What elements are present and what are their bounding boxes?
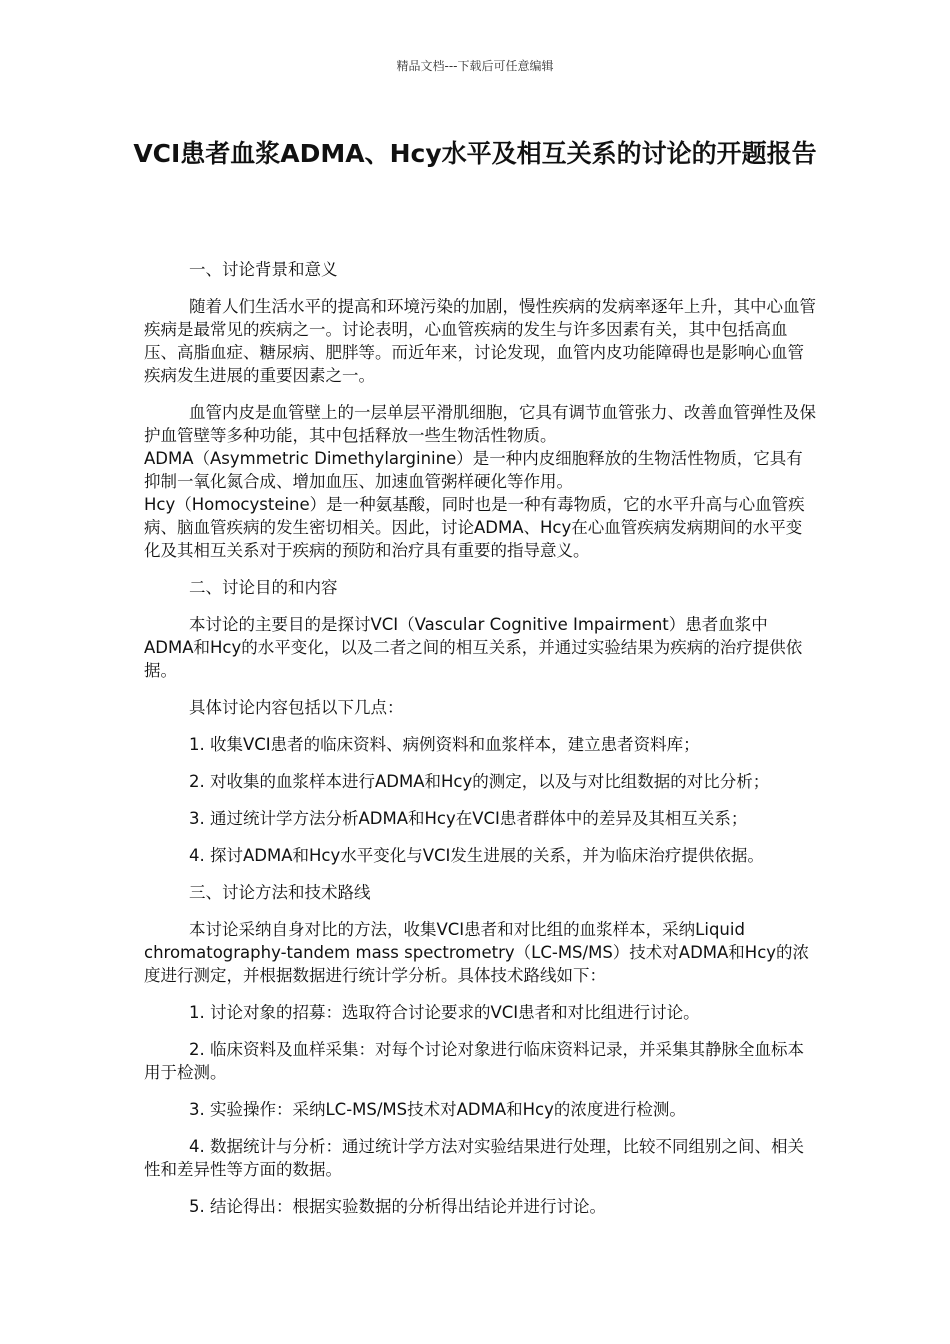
paragraph-purpose: 本讨论的主要目的是探讨VCI（Vascular Cognitive Impairment）患者血浆中ADMA和Hcy的水平变化，以及二者之间的相互关系，并通过实验结果为疾病的治疗提供依据。 [144, 615, 803, 680]
list-item: 1. 收集VCI患者的临床资料、病例资料和血浆样本，建立患者资料库； [189, 735, 700, 754]
list-item: 1. 讨论对象的招募：选取符合讨论要求的VCI患者和对比组进行讨论。 [189, 1003, 700, 1022]
list-item: 3. 通过统计学方法分析ADMA和Hcy在VCI患者群体中的差异及其相互关系； [189, 809, 748, 828]
paragraph-methods: 本讨论采纳自身对比的方法，收集VCI患者和对比组的血浆样本，采纳Liquid chromatography-tandem mass spectrometry（LC-MS/MS）技术对ADMA和Hcy的浓度进行测定，并根据数据进行统计学分析。具体技术路线如下： [144, 920, 810, 985]
section-heading-purpose: 二、讨论目的和内容 [189, 578, 338, 597]
list-item: 3. 实验操作：采纳LC-MS/MS技术对ADMA和Hcy的浓度进行检测。 [189, 1100, 686, 1119]
paragraph-background: 随着人们生活水平的提高和环境污染的加剧，慢性疾病的发病率逐年上升，其中心血管疾病是最常见的疾病之一。讨论表明，心血管疾病的发生与许多因素有关，其中包括高血压、高脂血症、糖尿病、肥胖等。而近年来，讨论发现，血管内皮功能障碍也是影响心血管疾病发生进展的重要因素之一。 [144, 297, 816, 385]
document-title: VCI患者血浆ADMA、Hcy水平及相互关系的讨论的开题报告 [133, 139, 817, 168]
paragraph-hcy: Hcy（Homocysteine）是一种氨基酸，同时也是一种有毒物质，它的水平升高与心血管疾病、脑血管疾病的发生密切相关。因此，讨论ADMA、Hcy在心血管疾病发病期间的水平变化及其相互关系对于疾病的预防和治疗具有重要的指导意义。 [144, 495, 805, 560]
paragraph-adma: ADMA（Asymmetric Dimethylarginine）是一种内皮细胞释放的生物活性物质，它具有抑制一氧化氮合成、增加血压、加速血管粥样硬化等作用。 [144, 449, 803, 491]
section-heading-background: 一、讨论背景和意义 [189, 260, 338, 279]
paragraph-contents-intro: 具体讨论内容包括以下几点： [189, 698, 404, 717]
list-item: 2. 临床资料及血样采集：对每个讨论对象进行临床资料记录，并采集其静脉全血标本用于检测。 [144, 1040, 804, 1082]
list-item: 4. 数据统计与分析：通过统计学方法对实验结果进行处理，比较不同组别之间、相关性和差异性等方面的数据。 [144, 1137, 804, 1179]
document-body [144, 258, 816, 1232]
paragraph-endothelium: 血管内皮是血管壁上的一层单层平滑肌细胞，它具有调节血管张力、改善血管弹性及保护血管壁等多种功能，其中包括释放一些生物活性物质。 [144, 403, 816, 445]
list-item: 5. 结论得出：根据实验数据的分析得出结论并进行讨论。 [189, 1197, 606, 1216]
list-item: 2. 对收集的血浆样本进行ADMA和Hcy的测定，以及与对比组数据的对比分析； [189, 772, 770, 791]
section-heading-methods: 三、讨论方法和技术路线 [189, 883, 371, 902]
list-item: 4. 探讨ADMA和Hcy水平变化与VCI发生进展的关系，并为临床治疗提供依据。 [189, 846, 764, 865]
page-header: 精品文档---下载后可任意编辑 [396, 59, 554, 73]
